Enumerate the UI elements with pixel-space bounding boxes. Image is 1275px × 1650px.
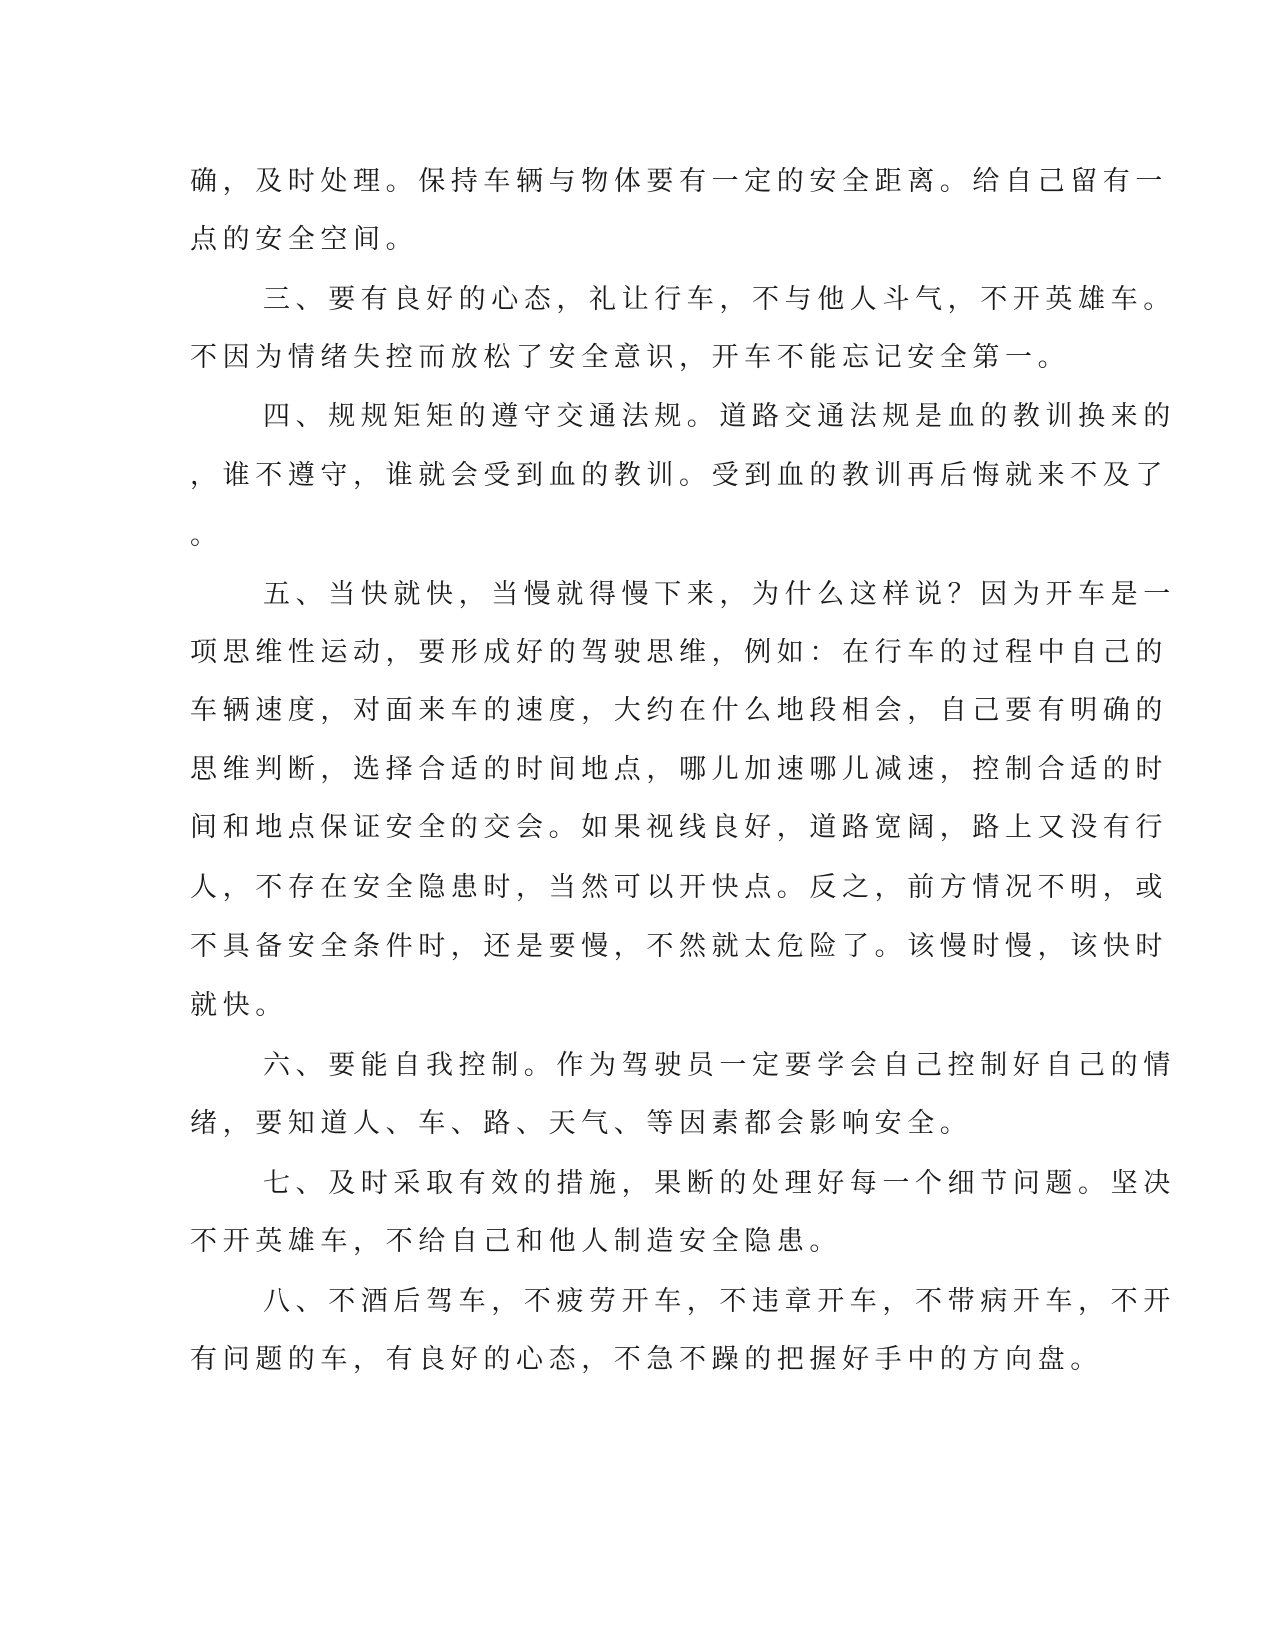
text-line: 车辆速度，对面来车的速度，大约在什么地段相会，自己要有明确的 xyxy=(190,695,1168,726)
text-line: 确，及时处理。保持车辆与物体要有一定的安全距离。给自己留有一 xyxy=(190,166,1168,197)
paragraph-8-line: 八、不酒后驾车，不疲劳开车，不违章开车，不带病开车，不开 xyxy=(263,1286,1176,1317)
text-line: 点的安全空间。 xyxy=(190,224,419,255)
text-line: ，谁不遵守，谁就会受到血的教训。受到血的教训再后悔就来不及了 xyxy=(190,460,1168,491)
text-line: 间和地点保证安全的交会。如果视线良好，道路宽阔，路上又没有行 xyxy=(190,812,1168,843)
paragraph-6-line: 六、要能自我控制。作为驾驶员一定要学会自己控制好自己的情 xyxy=(263,1050,1176,1081)
paragraph-4-line: 四、规规矩矩的遵守交通法规。道路交通法规是血的教训换来的 xyxy=(263,401,1176,432)
text-line: 就快。 xyxy=(190,990,288,1021)
text-line: 不具备安全条件时，还是要慢，不然就太危险了。该慢时慢，该快时 xyxy=(190,931,1168,962)
text-line: 有问题的车，有良好的心态，不急不躁的把握好手中的方向盘。 xyxy=(190,1344,1103,1375)
text-line: 思维判断，选择合适的时间地点，哪儿加速哪儿减速，控制合适的时 xyxy=(190,754,1168,785)
text-line: 人，不存在安全隐患时，当然可以开快点。反之，前方情况不明，或 xyxy=(190,872,1168,903)
paragraph-5-line: 五、当快就快，当慢就得慢下来，为什么这样说？因为开车是一 xyxy=(263,579,1176,610)
text-line: 。 xyxy=(190,520,223,551)
text-line: 绪，要知道人、车、路、天气、等因素都会影响安全。 xyxy=(190,1108,973,1139)
paragraph-7-line: 七、及时采取有效的措施，果断的处理好每一个细节问题。坚决 xyxy=(263,1168,1176,1199)
text-line: 不因为情绪失控而放松了安全意识，开车不能忘记安全第一。 xyxy=(190,342,1071,373)
paragraph-3-line: 三、要有良好的心态，礼让行车，不与他人斗气，不开英雄车。 xyxy=(263,284,1176,315)
text-line: 项思维性运动，要形成好的驾驶思维，例如：在行车的过程中自己的 xyxy=(190,637,1168,668)
text-line: 不开英雄车，不给自己和他人制造安全隐患。 xyxy=(190,1226,842,1257)
